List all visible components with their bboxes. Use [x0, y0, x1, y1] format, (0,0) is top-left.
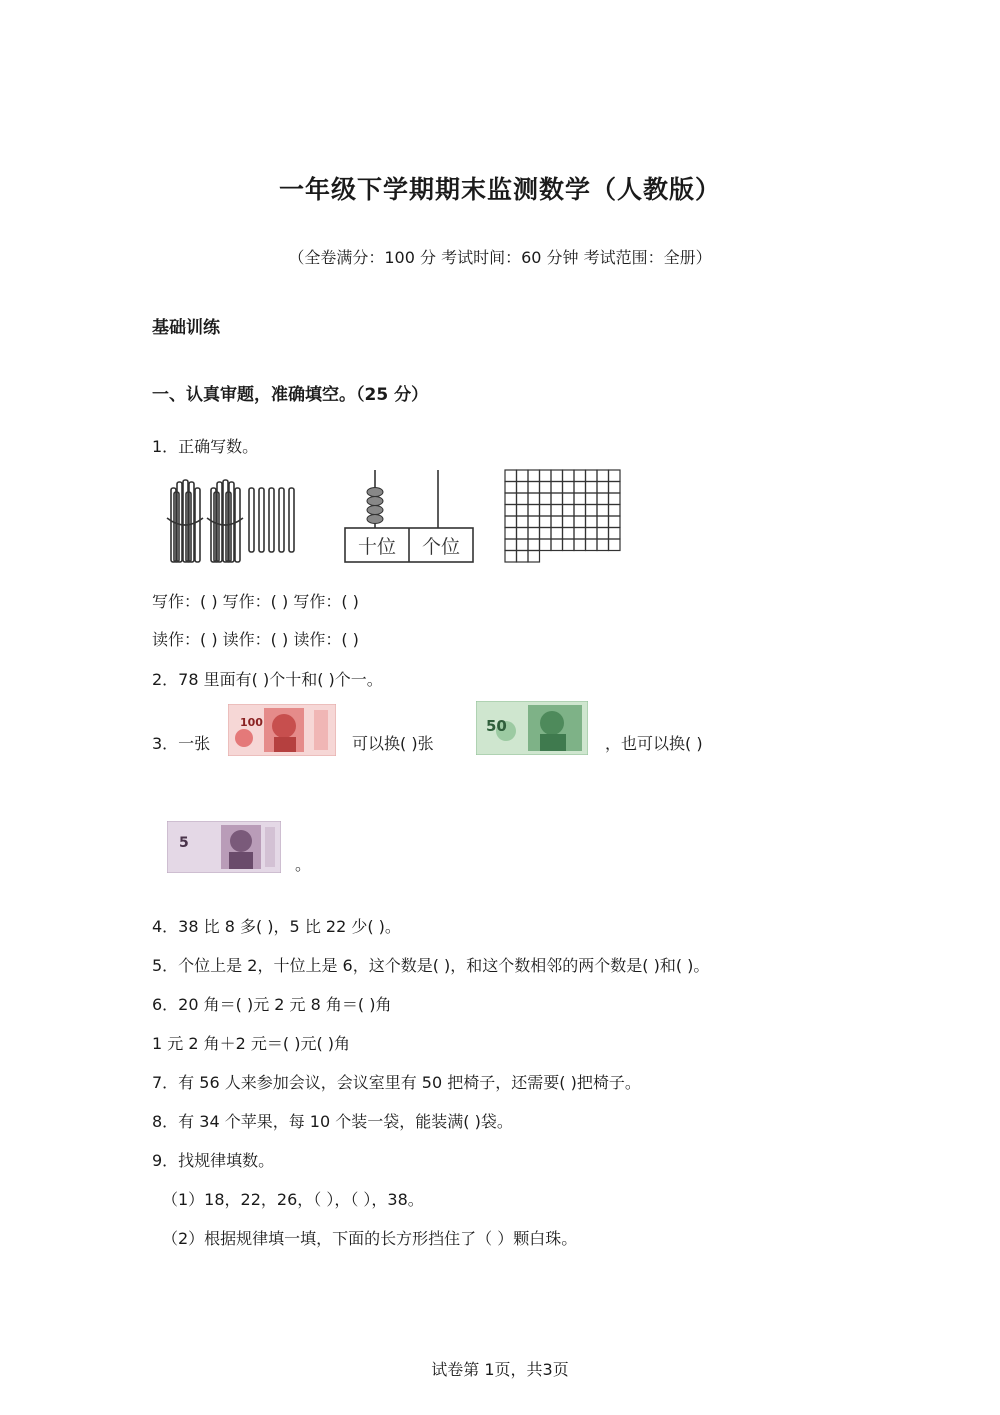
grid-cell — [528, 482, 540, 494]
grid-cell — [574, 482, 586, 494]
grid-cell — [505, 493, 517, 505]
question-7: 7．有 56 人来参加会议，会议室里有 50 把椅子，还需要( )把椅子。 — [152, 1073, 641, 1092]
grid-cell — [609, 539, 621, 551]
banknote-5-image — [167, 821, 281, 873]
question-4: 4．38 比 8 多( )，5 比 22 少( )。 — [152, 917, 401, 936]
stick-bundle — [207, 480, 243, 562]
stick-bundle — [167, 480, 203, 562]
grid-cell — [551, 539, 563, 551]
grid-cell — [517, 493, 529, 505]
grid-cell — [563, 470, 575, 482]
grid-cell — [574, 528, 586, 540]
grid-cell — [609, 505, 621, 517]
grid-cell — [528, 470, 540, 482]
grid-cell — [517, 470, 529, 482]
grid-cell — [563, 539, 575, 551]
grid-cell — [551, 516, 563, 528]
read-answer-row: 读作：( ) 读作：( ) 读作：( ) — [152, 630, 359, 649]
section-fill-blanks: 一、认真审题，准确填空。（25 分） — [152, 385, 429, 405]
grid-cell — [528, 516, 540, 528]
exam-info: （全卷满分：100 分 考试时间：60 分钟 考试范围：全册） — [288, 248, 712, 267]
grid-cell — [586, 528, 598, 540]
grid-cell — [505, 470, 517, 482]
grid-cell — [517, 551, 529, 563]
banknote-100-image — [228, 704, 336, 756]
grid-cell — [540, 516, 552, 528]
grid-cell — [574, 493, 586, 505]
grid-cell — [540, 505, 552, 517]
bead — [367, 506, 383, 515]
abacus-figure — [340, 468, 480, 566]
grid-cell — [563, 528, 575, 540]
grid-cell — [574, 470, 586, 482]
page-footer: 试卷第 1页，共3页 — [431, 1360, 569, 1379]
question-9-part-1: （1）18，22，26，（ ），（ ），38。 — [162, 1190, 424, 1209]
question-3-part-c: ，也可以换( ) — [605, 734, 703, 753]
question-2: 2．78 里面有( )个十和( )个一。 — [152, 670, 383, 689]
grid-cell — [528, 505, 540, 517]
grid-cell — [563, 482, 575, 494]
grid-cell — [586, 539, 598, 551]
question-5: 5．个位上是 2，十位上是 6，这个数是( )，和这个数相邻的两个数是( )和( )。 — [152, 956, 710, 975]
question-3-part-a: 3．一张 — [152, 734, 211, 753]
section-basic-training: 基础训练 — [152, 318, 220, 338]
grid-cell — [551, 493, 563, 505]
grid-cell — [609, 528, 621, 540]
grid-cell — [528, 493, 540, 505]
grid-cell — [597, 482, 609, 494]
hundred-grid-figure — [503, 468, 625, 566]
question-8: 8．有 34 个苹果，每 10 个装一袋，能装满( )袋。 — [152, 1112, 513, 1131]
grid-cell — [505, 539, 517, 551]
note-denomination: 100 — [240, 716, 263, 729]
bead — [367, 497, 383, 506]
bead — [367, 488, 383, 497]
grid-cell — [540, 539, 552, 551]
abacus-tens-label: 十位 — [357, 536, 397, 558]
grid-cell — [551, 470, 563, 482]
bead — [367, 515, 383, 524]
grid-cell — [597, 470, 609, 482]
grid-cell — [597, 528, 609, 540]
grid-cell — [505, 505, 517, 517]
grid-cell — [517, 505, 529, 517]
grid-cell — [540, 528, 552, 540]
grid-cell — [540, 482, 552, 494]
note-denomination: 5 — [179, 835, 189, 851]
grid-cell — [563, 505, 575, 517]
grid-cell — [528, 528, 540, 540]
banknote-50-image — [476, 701, 588, 755]
grid-cell — [517, 528, 529, 540]
question-3-end: 。 — [295, 855, 312, 874]
grid-cell — [586, 470, 598, 482]
note-denomination: 50 — [486, 717, 507, 735]
grid-cell — [597, 493, 609, 505]
grid-cell — [609, 482, 621, 494]
question-1: 1．正确写数。 — [152, 437, 259, 456]
grid-cell — [609, 470, 621, 482]
question-6-line-2: 1 元 2 角＋2 元＝( )元( )角 — [152, 1034, 351, 1053]
grid-cell — [597, 505, 609, 517]
question-3-part-b: 可以换( )张 — [352, 734, 434, 753]
grid-cell — [574, 516, 586, 528]
grid-cell — [609, 516, 621, 528]
grid-cell — [540, 470, 552, 482]
grid-cell — [586, 505, 598, 517]
grid-cell — [586, 516, 598, 528]
abacus-ones-label: 个位 — [421, 536, 461, 558]
grid-cell — [505, 551, 517, 563]
grid-cell — [517, 482, 529, 494]
grid-cell — [563, 493, 575, 505]
grid-cell — [517, 516, 529, 528]
grid-cell — [574, 539, 586, 551]
grid-cell — [597, 516, 609, 528]
grid-cell — [540, 493, 552, 505]
question-9: 9．找规律填数。 — [152, 1151, 275, 1170]
grid-cell — [551, 505, 563, 517]
grid-cell — [586, 482, 598, 494]
grid-cell — [609, 493, 621, 505]
grid-cell — [574, 505, 586, 517]
question-9-part-2: （2）根据规律填一填，下面的长方形挡住了（ ）颗白珠。 — [162, 1229, 578, 1248]
grid-cell — [551, 528, 563, 540]
grid-cell — [551, 482, 563, 494]
grid-cell — [597, 539, 609, 551]
grid-cell — [528, 551, 540, 563]
question-6-line-1: 6．20 角＝( )元 2 元 8 角＝( )角 — [152, 995, 392, 1014]
grid-cell — [563, 516, 575, 528]
page-title: 一年级下学期期末监测数学（人教版） — [278, 175, 721, 204]
sticks-bundles-figure — [165, 470, 305, 566]
grid-cell — [586, 493, 598, 505]
grid-cell — [528, 539, 540, 551]
write-answer-row: 写作：( ) 写作：( ) 写作：( ) — [152, 592, 359, 611]
grid-cell — [505, 482, 517, 494]
grid-cell — [517, 539, 529, 551]
grid-cell — [505, 516, 517, 528]
grid-cell — [505, 528, 517, 540]
